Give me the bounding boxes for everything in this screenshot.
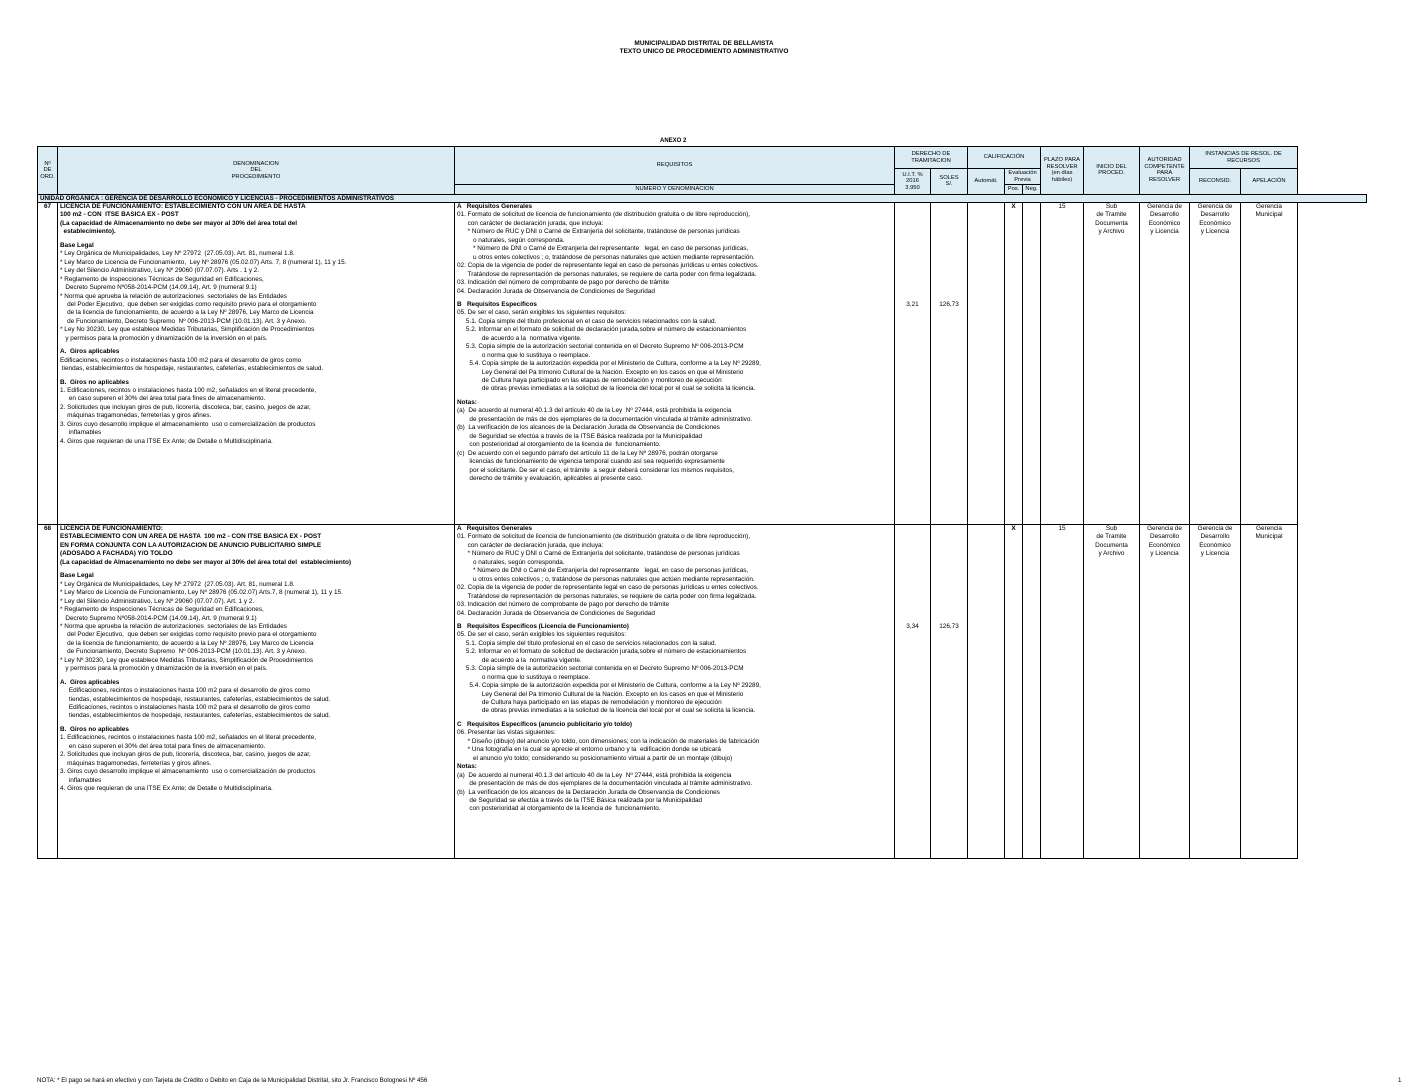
instancia-reconsideracion-line: Gerencia de (1197, 524, 1233, 532)
requirement-line: o naturales, según corresponda. (457, 236, 565, 244)
requirement-line: 5.2. Informar en el formato de solicitud de declaración jurada,sobre el número de estacionamientos (457, 326, 747, 334)
autoridad-competente-line: Gerencia de (1147, 524, 1182, 532)
inicio-procedimiento-line: y Archivo (1098, 228, 1125, 236)
requirement-line: 04. Declaración Jurada de Observancia de Condiciones de Seguridad (457, 609, 655, 617)
requirement-line: u otros entes colectivos ; o, tratándose de personas naturales que actúen mediante representación. (457, 253, 755, 261)
denomination-line: LICENCIA DE FUNCIONAMIENTO: ESTABLECIMIENTO CON UN AREA DE HASTA (60, 202, 306, 210)
denomination-line: EN FORMA CONJUNTA CON LA AUTORIZACION DE ANUNCIO PUBLICITARIO SIMPLE (60, 541, 322, 549)
requirement-line: 05. De ser el caso, serán exigibles los siguientes requisitos: (457, 631, 627, 639)
document-title: MUNICIPALIDAD DISTRITAL DE BELLAVISTA (634, 40, 774, 47)
procedure-denomination (58, 202, 455, 524)
requirement-line: C Requisitos Específicos (anuncio publicitario y/o toldo) (457, 720, 633, 728)
base-legal-line: de Funcionamiento, Decreto Supremo Nº 006-2013-PCM (10.01.13). Art. 3 y Anexo. (60, 648, 307, 656)
inicio-procedimiento-line: Sub (1105, 202, 1118, 210)
base-legal-line: * Reglamento de Inspecciones Técnicas de Seguridad en Edificaciones, (60, 275, 264, 283)
autoridad-competente (1140, 202, 1190, 524)
page-number: 1 (1398, 1077, 1402, 1084)
base-legal-line: * Norma que aprueba la relación de autorizaciones sectoriales de las Entidades (60, 622, 288, 630)
requirement-line: (c) De acuerdo con el segundo párrafo del artículo 11 de la Ley Nº 28976, podrán otorgarse (457, 449, 718, 457)
col-soles-header: SOLES S/. (931, 169, 968, 195)
requirement-line: licencias de funcionamiento de vigencia temporal cuando así sea requerido expresamente (457, 458, 725, 466)
requirement-line: B Requisitos Específicos (Licencia de Funcionamiento) (457, 622, 629, 630)
inicio-procedimiento-line: Documenta (1095, 541, 1128, 549)
denomination-line: LICENCIA DE FUNCIONAMIENTO: (60, 524, 163, 532)
autoridad-competente-line: Desarrollo (1149, 533, 1180, 541)
giros-no-aplicables-line: 2. Solicitudes que incluyan giros de pub, licorería, discoteca, bar, casino, juegos de azar, (60, 403, 311, 411)
procedure-number: 68 (38, 524, 58, 858)
inicio-procedimiento-line: y Archivo (1098, 550, 1125, 558)
instancia-apelacion (1241, 202, 1298, 524)
instancia-reconsideracion-line: Económico (1199, 219, 1231, 227)
requirement-line: de Cultura haya participado en las etapas de remodelación y monitoreo de ejecución (457, 377, 722, 385)
instancia-apelacion-line: Municipal (1255, 533, 1283, 541)
requirement-line: o naturales, según corresponda. (457, 558, 565, 566)
requirement-line: 5.2. Informar en el formato de solicitud de declaración jurada,sobre el número de estacionamientos (457, 648, 747, 656)
autoridad-competente (1140, 524, 1190, 858)
requirement-line: * Número de RUC y DNI o Carné de Extranjería del solicitante, tratándose de personas jurídicas (457, 228, 740, 236)
requirement-line: 03. Indicación del número de comprobante de pago por derecho de trámite (457, 601, 670, 609)
requirement-line: 5.4. Copia simple de la autorización expedida por el Ministerio de Cultura, conforme a la Ley Nº 29289, (457, 682, 761, 690)
base-legal-line: * Ley Marco de Licencia de Funcionamiento, Ley Nº 28976 (05.02.07) Arts. 7, 8 (numeral 1), 11 y 15. (60, 258, 347, 266)
giros-no-aplicables-line: 1. Edificaciones, recintos o instalaciones hasta 100 m2, señalados en el literal precedente, (60, 734, 317, 742)
requirement-line: 04. Declaración Jurada de Observancia de Condiciones de Seguridad (457, 287, 655, 295)
col-uit-header: U.I.T. % 2016 3.950 (895, 169, 931, 195)
base-legal-line: de Funcionamiento, Decreto Supremo Nº 006-2013-PCM (10.01.13). Art. 3 y Anexo. (60, 317, 307, 325)
soles-value: 126,73 (939, 300, 959, 308)
uit-percent (895, 202, 931, 524)
instancia-reconsideracion-line: Desarrollo (1200, 533, 1230, 541)
base-legal-line: * Ley No 30230, Ley que establece Medidas Tributarias, Simplificación de Procedimientos (60, 326, 315, 334)
calificacion-positivo: X (1005, 202, 1023, 524)
autoridad-competente-line: y Licencia (1150, 550, 1179, 558)
requirement-line: 05. De ser el caso, serán exigibles los siguientes requisitos: (457, 309, 627, 317)
procedure-denomination (58, 524, 455, 858)
giros-no-aplicables-line: en caso superen el 30% del área total para fines de almacenamiento. (60, 742, 266, 750)
col-autoridad-header: AUTORIDAD COMPETENTE PARA RESOLVER (1140, 147, 1190, 195)
instancia-reconsideracion-line: Económico (1199, 541, 1231, 549)
denomination-line: establecimiento). (60, 228, 116, 236)
denomination-line: (ADOSADO A FACHADA) Y/O TOLDO (60, 550, 173, 558)
requirement-line: B Requisitos Específicos (457, 300, 537, 308)
requirement-line: 02. Copia de la vigencia de poder de representante legal en caso de personas jurídicas u entes colectivos. (457, 262, 759, 270)
requirement-line: de obras previas inmediatas a la solicitud de la licencia del local por el cual se solicita la licencia. (457, 385, 756, 393)
requirement-line: Notas: (457, 398, 477, 406)
calificacion-negativo (1023, 524, 1041, 858)
autoridad-competente-line: Gerencia de (1147, 202, 1182, 210)
requirement-line: 03. Indicación del número de comprobante de pago por derecho de trámite (457, 279, 670, 287)
inicio-procedimiento-line: de Tramite (1096, 533, 1127, 541)
instancia-reconsideracion (1190, 202, 1241, 524)
giros-aplicables-title: A. Giros aplicables (60, 678, 120, 686)
autoridad-competente-line: Desarrollo (1149, 211, 1180, 219)
autoridad-competente-line: Económico (1148, 541, 1181, 549)
requirement-line: derecho de trámite y evaluación, aplicables al presente caso. (457, 475, 643, 483)
base-legal-line: Decreto Supremo Nº058-2014-PCM (14.09.14), Art. 9 (numeral 9.1) (60, 284, 257, 292)
base-legal-title: Base Legal (60, 241, 94, 249)
requirement-line: de obras previas inmediatas a la solicitud de la licencia del local por el cual se solicita la licencia. (457, 707, 756, 715)
instancia-apelacion-line: Municipal (1255, 211, 1283, 219)
col-apelacion-header: APELACIÓN (1241, 169, 1298, 195)
requirement-line: 5.1. Copia simple del título profesional en el caso de servicios relacionados con la salud. (457, 639, 717, 647)
giros-no-aplicables-line: 3. Giros cuyo desarrollo implique el almacenamiento uso o comercialización de productos (60, 420, 316, 428)
tupa-table (37, 146, 1367, 859)
procedure-row (38, 202, 1367, 524)
requirement-line: con posterioridad al otorgamiento de la licencia de funcionamiento. (457, 441, 661, 449)
requirement-line: * Diseño (dibujo) del anuncio y/o toldo, con dimensiones; con la indicación de materiales de fabricación (457, 737, 760, 745)
col-calificacion-header: CALIFICACIÓN (968, 147, 1041, 169)
col-plazo-header: PLAZO PARA RESOLVER (en días hábiles) (1041, 147, 1084, 195)
soles-amount (931, 202, 968, 524)
requirement-line: * Una fotografía en la cual se aprecie el entorno urbano y la edificación donde se ubicará (457, 746, 721, 754)
uit-percent (895, 524, 931, 858)
requirement-line: 5.3. Copia simple de la autorización sectorial contenida en el Decreto Supremo Nº 006-2013-PCM (457, 665, 744, 673)
giros-no-aplicables-line: 3. Giros cuyo desarrollo implique el almacenamiento uso o comercialización de productos (60, 768, 316, 776)
inicio-procedimiento-line: Documenta (1095, 219, 1128, 227)
instancia-reconsideracion-line: y Licencia (1200, 550, 1230, 558)
giros-no-aplicables-line: 4. Giros que requieran de una ITSE Ex Ante; de Detalle o Multidisciplinaria. (60, 785, 273, 793)
requirement-line: por el solicitante. De ser el caso, el trámite a seguir deberá considerar los mismos requisitos, (457, 466, 735, 474)
col-inicio-header: INICIO DEL PROCED. (1084, 147, 1140, 195)
requirement-line: A Requisitos Generales (457, 524, 533, 532)
plazo-dias: 15 (1041, 524, 1084, 858)
requirement-line: de presentación de más de dos ejemplares de la documentación vinculada al trámite administrativo. (457, 780, 753, 788)
col-evaluacion-header: Evaluación Previa (1005, 169, 1041, 185)
col-instancias-header: INSTANCIAS DE RESOL. DE RECURSOS (1190, 147, 1298, 169)
giros-no-aplicables-line: inflamables (60, 429, 102, 437)
calificacion-negativo (1023, 202, 1041, 524)
giros-no-aplicables-line: en caso superen el 30% del área total para fines de almacenamiento. (60, 395, 266, 403)
base-legal-line: * Ley Orgánica de Municipalidades, Ley Nº 27972 (27.05.03). Art. 81, numeral 1.8. (60, 250, 295, 258)
plazo-dias: 15 (1041, 202, 1084, 524)
requirement-line: 02. Copia de la vigencia de poder de representante legal en caso de personas jurídicas u entes colectivos. (457, 584, 759, 592)
soles-value: 126,73 (939, 622, 959, 630)
giros-aplicables-line: tiendas, establecimientos de hospedaje, restaurantes, cafeterías, establecimientos de salud. (60, 695, 331, 703)
document-subtitle: TEXTO UNICO DE PROCEDIMIENTO ADMINISTRATIVO (619, 48, 789, 55)
giros-no-aplicables-line: 1. Edificaciones, recintos o instalaciones hasta 100 m2, señalados en el literal precedente, (60, 387, 317, 395)
instancia-reconsideracion (1190, 524, 1241, 858)
requirement-line: con carácter de declaración jurada, que incluya: (457, 541, 604, 549)
requirement-line: 01. Formato de solicitud de licencia de funcionamiento (de distribución gratuita o de libre reproducción), (457, 533, 751, 541)
footer-note: NOTA: * El pago se hará en efectivo y con Tarjeta de Crédito o Debito en Caja de la Municipalidad Distrital, sito Jr. Francisco Bolognesi Nº 456 (37, 1077, 428, 1084)
anexo-label: ANEXO 2 (660, 138, 687, 144)
giros-no-aplicables-line: inflamables (60, 776, 102, 784)
col-pos-header: Pos. (1005, 185, 1023, 195)
uit-value: 3,21 (906, 300, 919, 308)
col-denominacion-header: DENOMINACION DEL PROCEDIMIENTO (58, 147, 455, 195)
calificacion-automatico (968, 202, 1005, 524)
requirement-line: * Número de RUC y DNI o Carné de Extranjería del solicitante, tratándose de personas jurídicas (457, 550, 740, 558)
base-legal-line: * Norma que aprueba la relación de autorizaciones sectoriales de las Entidades (60, 292, 288, 300)
requirement-line: (b) La verificación de los alcances de la Declaración Jurada de Observancia de Condiciones (457, 788, 720, 796)
requirement-line: A Requisitos Generales (457, 202, 533, 210)
giros-no-aplicables-line: máquinas tragamonedas, ferreterías y giros afines. (60, 759, 212, 767)
col-requisitos-sub-header: NUMERO Y DENOMINACION (455, 185, 895, 195)
giros-no-aplicables-line: máquinas tragamonedas, ferreterías y giros afines. (60, 412, 212, 420)
denomination-line: (La capacidad de Almacenamiento no debe ser mayor al 30% del área total del establecimiento) (60, 558, 351, 566)
procedure-row (38, 524, 1367, 858)
col-automat-header: Automát. (968, 169, 1005, 195)
requirement-line: el anuncio y/o toldo; considerando su posicionamiento virtual a partir de un montaje (dibujo) (457, 754, 733, 762)
giros-aplicables-line: Edificaciones, recintos o instalaciones hasta 100 m2 para el desarrollo de giros como (60, 356, 302, 364)
instancia-apelacion-line: Gerencia (1256, 524, 1282, 532)
giros-aplicables-line: tiendas, establecimientos de hospedaje, restaurantes, cafeterías, establecimientos de salud. (60, 712, 331, 720)
requirement-line: con posterioridad al otorgamiento de la licencia de funcionamiento. (457, 805, 661, 813)
procedure-requirements (455, 202, 895, 524)
requirement-line: con carácter de declaración jurada, que incluya: (457, 219, 604, 227)
base-legal-line: del Poder Ejecutivo, que deben ser exigidas como requisito previo para el otorgamiento (60, 631, 317, 639)
instancia-reconsideracion-line: Desarrollo (1200, 211, 1230, 219)
base-legal-title: Base Legal (60, 572, 94, 580)
requirement-line: Notas: (457, 763, 477, 771)
requirement-line: de acuerdo a la normativa vigente. (457, 334, 582, 342)
requirement-line: Ley General del Pa trimonio Cultural de la Nación. Excepto en los casos en que el Ministerio (457, 368, 744, 376)
requirement-line: de Seguridad se efectúa a través de la ITSE Básica realizada por la Municipalidad (457, 432, 703, 440)
requirement-line: Tratándose de representación de personas naturales, se requiere de carta poder con firma legalizada. (457, 592, 757, 600)
requirement-line: 01. Formato de solicitud de licencia de funcionamiento (de distribución gratuita o de libre reproducción), (457, 211, 751, 219)
requirement-line: 06. Presentar las vistas siguientes: (457, 729, 556, 737)
base-legal-line: * Ley del Silencio Administrativo, Ley Nº 29060 (07.07.07). Arts . 1 y 2. (60, 267, 260, 275)
autoridad-competente-line: y Licencia (1150, 228, 1179, 236)
requirement-line: Tratándose de representación de personas naturales, se requiere de carta poder con firma legalizada. (457, 270, 757, 278)
base-legal-line: * Ley Nº 30230, Ley que establece Medidas Tributarias, Simplificación de Procedimientos (60, 656, 314, 664)
requirement-line: de acuerdo a la normativa vigente. (457, 656, 582, 664)
instancia-reconsideracion-line: Gerencia de (1197, 202, 1233, 210)
inicio-procedimiento (1084, 202, 1140, 524)
autoridad-competente-line: Económico (1148, 219, 1181, 227)
col-nro-header: Nº DE ORD. (38, 147, 58, 195)
calificacion-automatico (968, 524, 1005, 858)
base-legal-line: de la licencia de funcionamiento, de acuerdo a la Ley Nº 28976, Ley Marco de Licencia (60, 639, 314, 647)
requirement-line: de Seguridad se efectúa a través de la ITSE Básica realizada por la Municipalidad (457, 797, 703, 805)
giros-aplicables-title: A. Giros aplicables (60, 348, 120, 356)
requirement-line: (b) La verificación de los alcances de la Declaración Jurada de Observancia de Condiciones (457, 424, 720, 432)
giros-aplicables-line: tiendas, establecimientos de hospedaje, restaurantes, cafeterías, establecimientos de salud. (60, 365, 324, 373)
procedure-number: 67 (38, 202, 58, 524)
inicio-procedimiento-line: de Tramite (1096, 211, 1127, 219)
denomination-line: 100 m2 - CON ITSE BASICA EX - POST (60, 211, 179, 219)
requirement-line: o norma que lo sustituya o reemplace. (457, 673, 591, 681)
base-legal-line: * Reglamento de Inspecciones Técnicas de Seguridad en Edificaciones, (60, 606, 264, 614)
requirement-line: * Número de DNI o Carné de Extranjería del representante legal, en caso de personas jurídicas, (457, 245, 749, 253)
giros-no-aplicables-line: 2. Solicitudes que incluyan giros de pub, licorería, discoteca, bar, casino, juegos de azar, (60, 751, 311, 759)
requirement-line: * Número de DNI o Carné de Extranjería del representante legal, en caso de personas jurídicas, (457, 567, 749, 575)
base-legal-line: Decreto Supremo Nº058-2014-PCM (14.09.14), Art. 9 (numeral 9.1) (60, 614, 257, 622)
giros-aplicables-line: Edificaciones, recintos o instalaciones hasta 100 m2 para el desarrollo de giros como (60, 704, 311, 712)
col-reconsid-header: RECONSID. (1190, 169, 1241, 195)
inicio-procedimiento (1084, 524, 1140, 858)
requirement-line: 5.4. Copia simple de la autorización expedida por el Ministerio de Cultura, conforme a la Ley Nº 29289, (457, 360, 761, 368)
inicio-procedimiento-line: Sub (1105, 524, 1118, 532)
col-derecho-header: DERECHO DE TRAMITACION (895, 147, 968, 169)
instancia-reconsideracion-line: y Licencia (1200, 228, 1230, 236)
denomination-line: (La capacidad de Almacenamiento no debe ser mayor al 30% del área total del (60, 219, 298, 227)
requirement-line: o norma que lo sustituya o reemplace. (457, 351, 591, 359)
giros-aplicables-line: Edificaciones, recintos o instalaciones hasta 100 m2 para el desarrollo de giros como (60, 687, 311, 695)
col-neg-header: Neg. (1023, 185, 1041, 195)
requirement-line: (a) De acuerdo al numeral 40.1.3 del artículo 40 de la Ley Nº 27444, está prohibida la exigencia (457, 771, 732, 779)
instancia-apelacion-line: Gerencia (1256, 202, 1282, 210)
giros-no-aplicables-line: 4. Giros que requieran de una ITSE Ex Ante; de Detalle o Multidisciplinaria. (60, 437, 273, 445)
requirement-line: u otros entes colectivos ; o, tratándose de personas naturales que actúen mediante representación. (457, 575, 755, 583)
soles-amount (931, 524, 968, 858)
base-legal-line: * Ley Marco de Licencia de Funcionamiento, Ley Nº 28976 (05.02.07) Arts.7, 8 (numeral 1), 11 y 15. (60, 589, 343, 597)
base-legal-line: de la licencia de funcionamiento, de acuerdo a la Ley Nº 28976, Ley Marco de Licencia (60, 309, 314, 317)
requirement-line: de Cultura haya participado en las etapas de remodelación y monitoreo de ejecución (457, 699, 722, 707)
requirement-line: 5.3. Copia simple de la autorización sectorial contenida en el Decreto Supremo Nº 006-2013-PCM (457, 343, 744, 351)
unidad-organica-label: UNIDAD ORGANICA : GERENCIA DE DESARROLLO ECONOMICO Y LICENCIAS - PROCEDIMIENTOS ADMINISTRATIVOS (38, 194, 1367, 202)
base-legal-line: * Ley del Silencio Administrativo, Ley Nº 29060 (07.07.07). Art. 1 y 2. (60, 597, 255, 605)
uit-value: 3,34 (906, 622, 919, 630)
base-legal-line: y permisos para la promoción y dinamización de la inversión en el país. (60, 334, 268, 342)
denomination-line: ESTABLECIMIENTO CON UN AREA DE HASTA 100 m2 - CON ITSE BASICA EX - POST (60, 533, 322, 541)
requirement-line: (a) De acuerdo al numeral 40.1.3 del artículo 40 de la Ley Nº 27444, está prohibida la exigencia (457, 407, 732, 415)
giros-no-aplicables-title: B. Giros no aplicables (60, 378, 129, 386)
requirement-line: Ley General del Pa trimonio Cultural de la Nación. Excepto en los casos en que el Ministerio (457, 690, 744, 698)
instancia-apelacion (1241, 524, 1298, 858)
requirement-line: de presentación de más de dos ejemplares de la documentación vinculada al trámite administrativo. (457, 415, 753, 423)
base-legal-line: * Ley Orgánica de Municipalidades, Ley Nº 27972 (27.05.03). Art. 81, numeral 1.8. (60, 580, 295, 588)
base-legal-line: y permisos para la promoción y dinamización de la inversión en el país. (60, 665, 268, 673)
col-requisitos-header: REQUISITOS (455, 147, 895, 185)
procedure-requirements (455, 524, 895, 858)
giros-no-aplicables-title: B. Giros no aplicables (60, 725, 129, 733)
calificacion-positivo: X (1005, 524, 1023, 858)
requirement-line: 5.1. Copia simple del título profesional en el caso de servicios relacionados con la salud. (457, 317, 717, 325)
base-legal-line: del Poder Ejecutivo, que deben ser exigidas como requisito previo para el otorgamiento (60, 300, 317, 308)
